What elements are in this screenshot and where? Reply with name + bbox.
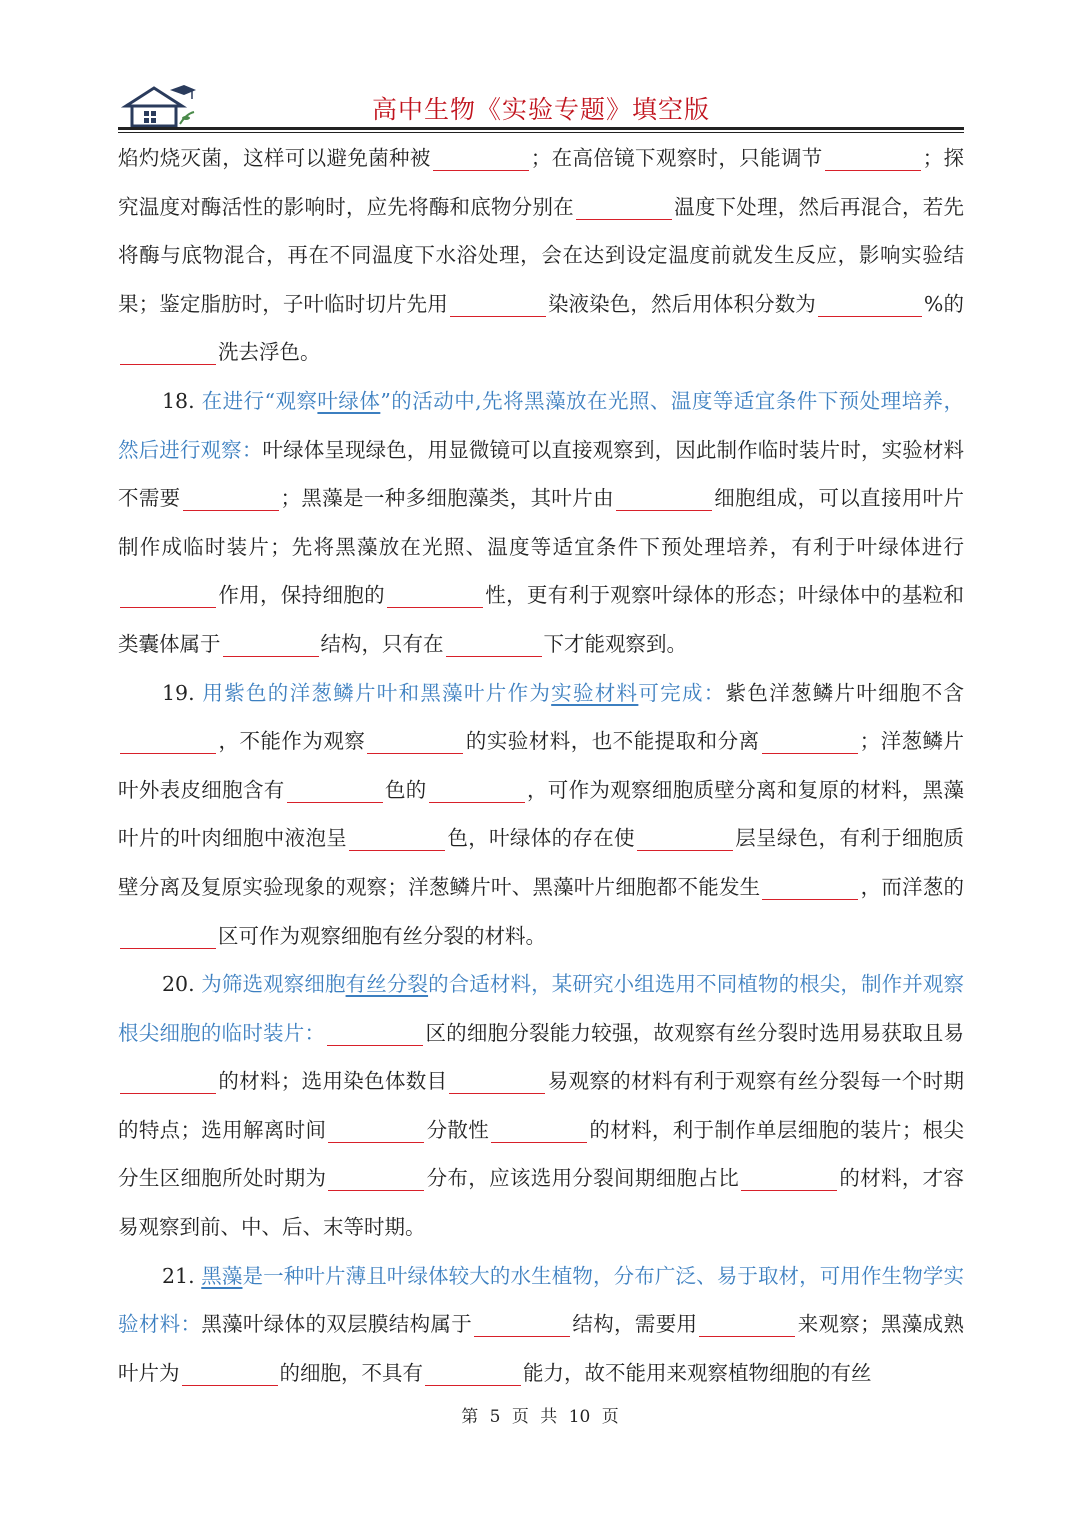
- answer-blank[interactable]: [433, 146, 529, 171]
- answer-blank[interactable]: [474, 1312, 570, 1337]
- answer-blank[interactable]: [637, 826, 733, 851]
- answer-blank[interactable]: [429, 778, 525, 803]
- answer-blank[interactable]: [450, 292, 546, 317]
- continuation-paragraph: 焰灼烧灭菌，这样可以避免菌种被 ；在高倍镜下观察时，只能调节 ；探究温度对酶活性的影响时，应先将酶和底物分别在 温度下处理，然后再混合，若先将酶与底物混合，再在不同温度下水浴处理，会在达到设定温度前就发生反应，影响实验结果；鉴定脂肪时，子叶临时切片先用 染液染色，然后用体积分数为 %的洗去浮色。: [118, 146, 965, 365]
- page-footer: 第 5 页 共 10 页: [461, 1407, 619, 1427]
- worksheet-content: [118, 134, 964, 1397]
- question-21: 21. 黑藻是一种叶片薄且叶绿体较大的水生植物，分布广泛、易于取材，可用作生物学实验材料：黑藻叶绿体的双层膜结构属于 结构，需要用 来观察；黑藻成熟叶片为 的细胞，不具有 能力，故不能用来观察植物细胞的有丝: [118, 1263, 965, 1385]
- answer-blank[interactable]: [182, 1361, 278, 1386]
- answer-blank[interactable]: [616, 486, 712, 511]
- page-title: 高中生物《实验专题》填空版: [371, 95, 710, 124]
- question-number: 21.: [162, 1263, 195, 1288]
- answer-blank[interactable]: [120, 583, 216, 608]
- answer-blank[interactable]: [387, 583, 483, 608]
- answer-blank[interactable]: [328, 1118, 424, 1143]
- keyword-link[interactable]: 有丝分裂: [345, 972, 429, 997]
- answer-blank[interactable]: [425, 1361, 521, 1386]
- header-rule-thin: [118, 132, 964, 133]
- header-rule-thick: [118, 127, 964, 130]
- answer-blank[interactable]: [120, 729, 216, 754]
- answer-blank[interactable]: [349, 826, 445, 851]
- answer-blank[interactable]: [328, 1166, 424, 1191]
- question-19: 19. 用紫色的洋葱鳞片叶和黑藻叶片作为实验材料可完成：紫色洋葱鳞片叶细胞不含，不能作为观察 的实验材料，也不能提取和分离 ；洋葱鳞片叶外表皮细胞含有 色的 ，可作为观察细胞质壁分离和复原的材料，黑藻叶片的叶肉细胞中液泡呈 色，叶绿体的存在使 层呈绿色，有利于细胞质壁分离及复原实验现象的观察；洋葱鳞片叶、黑藻叶片细胞都不能发生 ，而洋葱的区可作为观察细胞有丝分裂的材料。: [118, 680, 965, 948]
- question-20: 20. 为筛选观察细胞有丝分裂的合适材料，某研究小组选用不同植物的根尖，制作并观察根尖细胞的临时装片： 区的细胞分裂能力较强，故观察有丝分裂时选用易获取且易的材料；选用染色体数目 易观察的材料有利于观察有丝分裂每一个时期的特点；选用解离时间 分散性 的材料，利于制作单层细胞的装片；根尖分生区细胞所处时期为 分布，应该选用分裂间期细胞占比 的材料，才容易观察到前、中、后、末等时期。: [118, 972, 965, 1240]
- answer-blank[interactable]: [120, 340, 216, 365]
- answer-blank[interactable]: [120, 1069, 216, 1094]
- page-header: [118, 80, 964, 130]
- answer-blank[interactable]: [741, 1166, 837, 1191]
- answer-blank[interactable]: [449, 1069, 545, 1094]
- answer-blank[interactable]: [762, 729, 858, 754]
- answer-blank[interactable]: [327, 1021, 423, 1046]
- question-number: 19.: [162, 680, 195, 705]
- answer-blank[interactable]: [699, 1312, 795, 1337]
- answer-blank[interactable]: [120, 924, 216, 949]
- answer-blank[interactable]: [367, 729, 463, 754]
- answer-blank[interactable]: [223, 632, 319, 657]
- answer-blank[interactable]: [446, 632, 542, 657]
- answer-blank[interactable]: [491, 1118, 587, 1143]
- answer-blank[interactable]: [762, 875, 858, 900]
- answer-blank[interactable]: [183, 486, 279, 511]
- answer-blank[interactable]: [825, 146, 921, 171]
- keyword-link[interactable]: 黑藻: [201, 1263, 243, 1288]
- answer-blank[interactable]: [818, 292, 922, 317]
- question-18: 18. 在进行“观察叶绿体”的活动中,先将黑藻放在光照、温度等适宜条件下预处理培养，然后进行观察：叶绿体呈现绿色，用显微镜可以直接观察到，因此制作临时装片时，实验材料不需要 ；黑藻是一种多细胞藻类，其叶片由 细胞组成，可以直接用叶片制作成临时装片；先将黑藻放在光照、温度等适宜条件下预处理培养，有利于叶绿体进行作用，保持细胞的 性，更有利于观察叶绿体的形态；叶绿体中的基粒和类囊体属于 结构，只有在 下才能观察到。: [118, 388, 965, 656]
- answer-blank[interactable]: [576, 195, 672, 220]
- question-number: 20.: [162, 972, 195, 997]
- keyword-link[interactable]: 叶绿体: [317, 388, 381, 413]
- answer-blank[interactable]: [287, 778, 383, 803]
- keyword-link[interactable]: 实验材料: [551, 680, 639, 705]
- question-number: 18.: [162, 388, 195, 413]
